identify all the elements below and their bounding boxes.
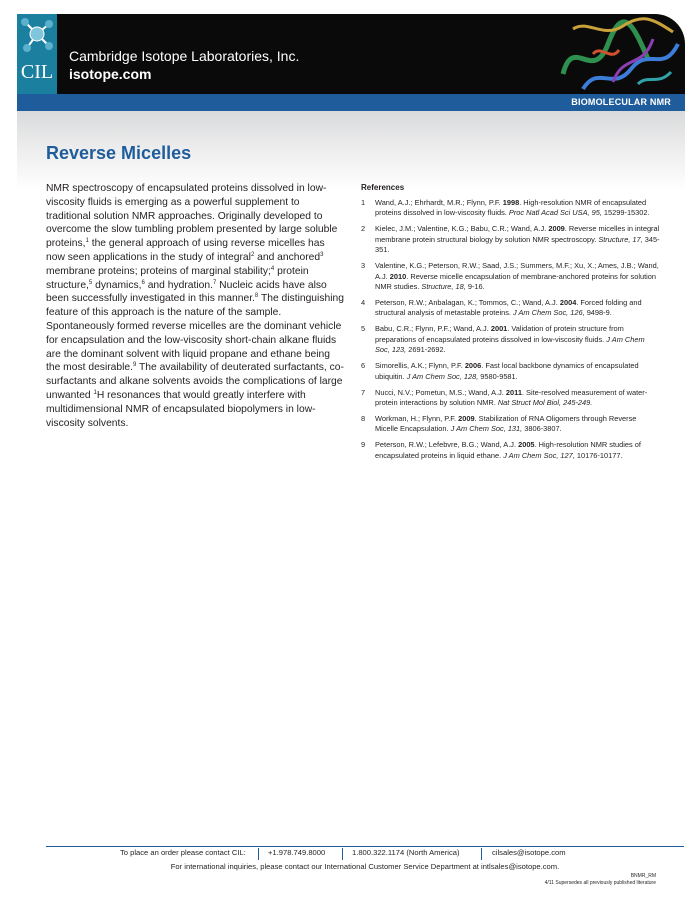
reference-item: 5 Babu, C.R.; Flynn, P.F.; Wand, A.J. 2001. Validation of protein structure from preparations of encapsulated proteins dissolved in low-viscosity fluids. J Am Chem Soc, 123, 2691-2692. bbox=[361, 324, 645, 355]
reference-number: 3 bbox=[361, 261, 366, 271]
reference-item: 1 Wand, A.J.; Ehrhardt, M.R.; Flynn, P.F. 1998. High-resolution NMR of encapsulated proteins dissolved in low-viscosity fluids. Proc Natl Acad Sci USA, 95, 15299-15302. bbox=[361, 198, 650, 218]
reference-item: 9 Peterson, R.W.; Lefebvre, B.G.; Wand, A.J. 2005. High-resolution NMR studies of encapsulated proteins in liquid ethane. J Am Chem Soc, 127, 10176-10177. bbox=[361, 440, 641, 460]
reference-number: 1 bbox=[361, 198, 366, 207]
body-paragraph: NMR spectroscopy of encapsulated proteins dissolved in low-viscosity fluids is emerging as a powerful supplement to traditional solution NMR approaches. Originally developed to overcome the slow tumbling problem presented by large soluble proteins,$^1$ the general approach of using reverse micelles has now seen applications in the study of integral$^2$ and anchored$^3$ membrane proteins; proteins of marginal stability;$^4$ protein structure,$^5$ dynamics,$^6$ and hydration.$^7$ Nucleic acids have also been successfully investigated in this manner.$^8$ The distinguishing feature of this approach is the nature of the sample. Spontaneously formed reverse micelles are the dominant vehicle for encapsulation and the low-viscosity short-chain alkane fluids are the dominant solvent with liquid propane and ethane being the most desirable.$^9$ The availability of deuterated surfactants, co-surfactants and alkane solvents avoids the complications of large unwanted $^1$H resonances that would greatly interfere with multidimensional NMR of encapsulated biopolymers in low-viscosity solvents. bbox=[46, 183, 344, 429]
molecule-logo-icon bbox=[17, 14, 57, 60]
logo-text: CIL bbox=[20, 61, 54, 83]
footer-separator bbox=[481, 848, 482, 860]
references-title: References bbox=[361, 183, 405, 192]
order-label: To place an order please contact CIL: bbox=[120, 848, 246, 857]
reference-item: 7 Nucci, N.V.; Pometun, M.S.; Wand, A.J. 2011. Site-resolved measurement of water-protein interactions by solution NMR. Nat Struct Mol Biol, 245-249. bbox=[361, 387, 648, 408]
footer-contact-row bbox=[46, 848, 684, 862]
citation-superscript: 2 bbox=[250, 251, 255, 258]
reference-item: 4 Peterson, R.W.; Anbalagan, K.; Tommos, C.; Wand, A.J. 2004. Forced folding and structural analysis of metastable proteins. J Am Chem Soc, 126, 9498-9. bbox=[361, 298, 642, 318]
reference-number: 2 bbox=[361, 224, 366, 234]
citation-superscript: 5 bbox=[88, 279, 93, 286]
citation-superscript: 4 bbox=[270, 265, 275, 272]
doc-code-note: 4/11 Supersedes all previously published literature bbox=[544, 880, 656, 886]
citation-superscript: 1 bbox=[85, 238, 89, 245]
references-section bbox=[361, 183, 661, 467]
reference-item: 3 Valentine, K.G.; Peterson, R.W.; Saad, J.S.; Summers, M.F.; Xu, X.; Ames, J.B.; Wand, A.J. 2010. Reverse micelle encapsulation of membrane-anchored proteins for solution NMR studies. Structure, 18, 9-16. bbox=[361, 261, 659, 292]
reference-item: 8 Workman, H.; Flynn, P.F. 2009. Stabilization of RNA Oligomers through Reverse Micelle Encapsulation. J Am Chem Soc, 131, 3806-3807. bbox=[361, 414, 637, 434]
footer-separator bbox=[342, 848, 343, 860]
citation-superscript: 3 bbox=[320, 251, 324, 258]
reference-number: 7 bbox=[361, 387, 366, 397]
reference-number: 6 bbox=[361, 361, 366, 371]
category-label: BIOMOLECULAR NMR bbox=[571, 97, 671, 107]
citation-superscript: 7 bbox=[212, 279, 217, 286]
page-title: Reverse Micelles bbox=[46, 143, 192, 163]
company-name: Cambridge Isotope Laboratories, Inc. bbox=[69, 48, 300, 64]
phone-north-america[interactable]: 1.800.322.1174 (North America) bbox=[352, 848, 460, 857]
reference-number: 4 bbox=[361, 298, 366, 308]
reference-number: 8 bbox=[361, 414, 366, 424]
citation-superscript: 9 bbox=[133, 362, 137, 369]
international-contact: For international inquiries, please contact our International Customer Service Department at intlsales@isotope.com. bbox=[170, 862, 560, 871]
page-header bbox=[17, 14, 685, 94]
reference-number: 5 bbox=[361, 324, 366, 334]
reference-item: 6 Simorellis, A.K.; Flynn, P.F. 2006. Fast local backbone dynamics of encapsulated ubiquitin. J Am Chem Soc, 128, 9580-9581. bbox=[361, 361, 639, 381]
citation-superscript: 8 bbox=[254, 293, 259, 300]
document-code bbox=[545, 873, 656, 887]
website-link[interactable]: isotope.com bbox=[69, 66, 152, 82]
category-bar bbox=[17, 94, 685, 111]
doc-code-id: BNMR_RM bbox=[630, 873, 656, 879]
sales-email[interactable]: cilsales@isotope.com bbox=[492, 848, 566, 857]
reference-number: 9 bbox=[361, 440, 366, 450]
protein-structure-icon bbox=[553, 14, 685, 94]
citation-superscript: 1 bbox=[93, 389, 97, 396]
citation-superscript: 6 bbox=[141, 279, 145, 286]
phone-international[interactable]: +1.978.749.8000 bbox=[268, 848, 326, 857]
reference-item: 2 Kielec, J.M.; Valentine, K.G.; Babu, C.R.; Wand, A.J. 2009. Reverse micelles in integral membrane protein structural biology by solution NMR spectroscopy. Structure, 17, 345-351. bbox=[361, 224, 660, 255]
footer-separator bbox=[258, 848, 259, 860]
cil-logo bbox=[17, 14, 57, 94]
references-list bbox=[361, 198, 661, 461]
footer-divider bbox=[46, 846, 684, 847]
